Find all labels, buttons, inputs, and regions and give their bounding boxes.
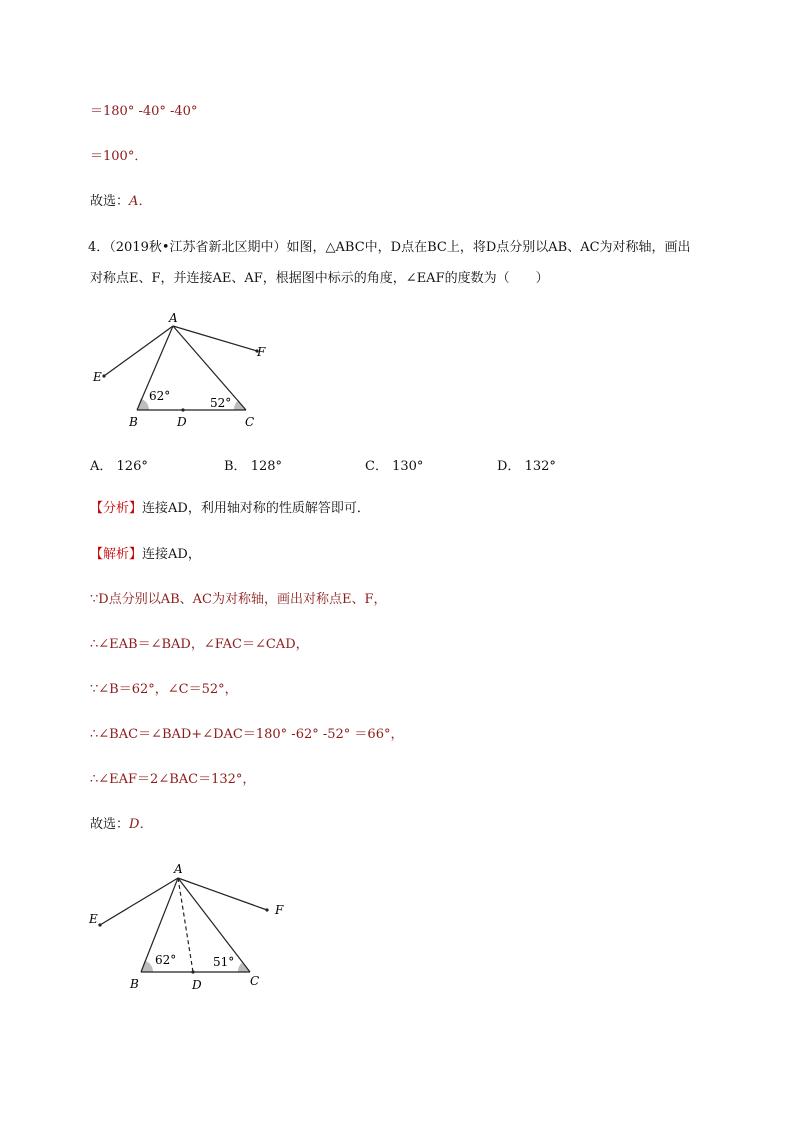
figure-2-triangle	[85, 855, 300, 995]
label-c-1: C	[245, 415, 255, 429]
solution-step-5: ∴∠EAF＝2∠BAC＝132°，	[90, 772, 256, 787]
label-a-1: A	[169, 311, 178, 325]
analysis-line	[90, 500, 370, 518]
analysis-tag: 【分析】	[90, 501, 143, 516]
label-d-1: D	[177, 415, 187, 429]
calc-line-2: ＝100°．	[90, 149, 148, 164]
solution-line	[90, 546, 201, 564]
solution-answer: D．	[129, 817, 153, 832]
question-4-line-1	[88, 239, 691, 257]
label-b-1: B	[129, 415, 138, 429]
label-e-1: E	[93, 370, 102, 384]
solution-first: 连接AD，	[142, 547, 201, 562]
option-b: B． 128°	[224, 459, 283, 474]
question-4-line-2: 对称点E、F，并连接AE、AF，根据图中标示的角度，∠EAF的度数为（ ）	[90, 271, 549, 286]
label-a-2: A	[174, 862, 183, 876]
label-b-2: B	[130, 977, 139, 991]
solution-step-4: ∴∠BAC＝∠BAD+∠DAC＝180° -62° -52° ＝66°，	[90, 727, 404, 742]
dashed-ad	[178, 878, 193, 972]
question-text-1: 如图，△ABC中，D点在BC上，将D点分别以AB、AC为对称轴，画出	[286, 240, 691, 255]
solution-answer-label: 故选：	[90, 817, 130, 832]
label-f-2: F	[275, 903, 284, 917]
angle-c-label-2: 51°	[213, 955, 235, 969]
label-c-2: C	[250, 974, 260, 988]
angle-b-label-2: 62°	[155, 953, 177, 967]
solution-step-1: ∵D点分别以AB、AC为对称轴，画出对称点E、F，	[90, 592, 387, 607]
angle-b-label-1: 62°	[149, 389, 171, 403]
angle-c-label-1: 52°	[210, 396, 232, 410]
question-source: （2019秋•江苏省新北区期中）	[109, 240, 287, 255]
answer-line-prev	[90, 193, 151, 211]
calc-line-1: ＝180° -40° -40°	[90, 104, 198, 119]
figure-1-triangle	[85, 305, 285, 435]
answer-label: 故选：	[90, 194, 130, 209]
question-number: 4．	[88, 240, 110, 255]
label-f-1: F	[257, 345, 266, 359]
option-c: C． 130°	[365, 459, 424, 474]
option-a: A． 126°	[90, 459, 148, 474]
solution-step-3: ∵∠B＝62°，∠C＝52°，	[90, 682, 238, 697]
solution-answer-line	[90, 816, 152, 834]
solution-step-2: ∴∠EAB＝∠BAD，∠FAC＝∠CAD，	[90, 637, 309, 652]
analysis-text: 连接AD，利用轴对称的性质解答即可．	[142, 501, 370, 516]
solution-tag: 【解析】	[90, 547, 143, 562]
label-d-2: D	[192, 978, 202, 992]
answer-value: A．	[129, 194, 152, 209]
option-d: D． 132°	[497, 459, 556, 474]
label-e-2: E	[89, 912, 98, 926]
